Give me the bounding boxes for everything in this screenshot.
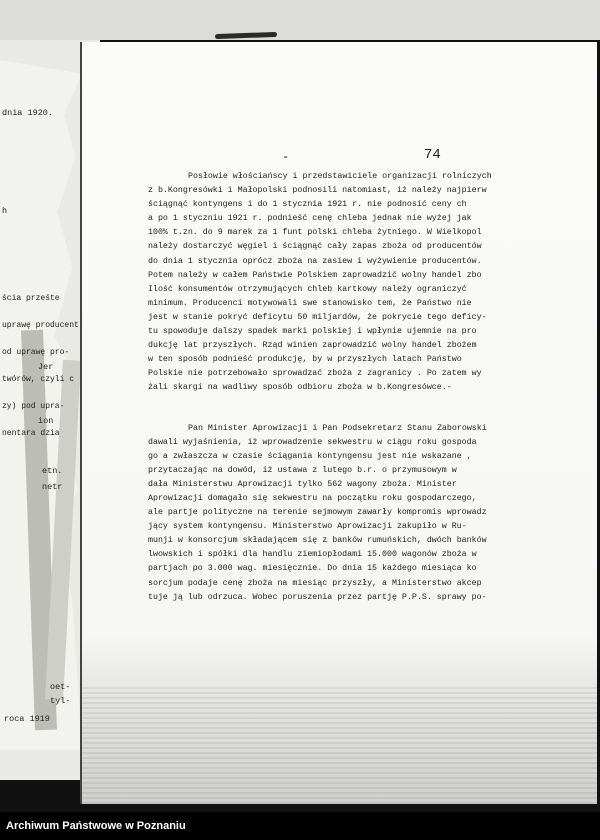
text-line: Ilość konsumentów otrzymujących chleb kartkowy należy ograniczyć [148, 284, 467, 294]
text-line: Aprowizacji domagało się sekwestru na początku roku gospodarczego, [148, 493, 477, 503]
text-line: Posłowie włościańscy i przedstawiciele organizacji rolniczych [188, 172, 492, 181]
page-marker: - [282, 150, 290, 164]
page-number: 74 [424, 147, 441, 163]
left-fragment-line: zy) pod upra- [2, 402, 65, 411]
text-line: żali skargi na wadliwy sposób odbioru zboża w b.Kongresówce.- [148, 383, 452, 393]
archive-name: Archiwum Państwowe w Poznaniu [6, 820, 186, 832]
left-fragment-line: uprawę producent [2, 321, 79, 330]
left-fragment-line: od uprawę pro- [2, 348, 70, 357]
document-body [148, 170, 518, 605]
text-line: dawali wyjaśnienia, iż wprowadzenie sekwestru w ciągu roku gospoda [148, 437, 477, 447]
text-line: Potem należy w całem Państwie Polskiem zaprowadzić wolny handel zbo [148, 270, 482, 280]
text-line: tu spowoduje dalszy spadek marki polskiej i wpłynie ujemnie na pro [148, 327, 477, 337]
text-line: minimum. Producenci motywowali swe stanowisko tem, że Państwo nie [148, 298, 472, 308]
text-line: ale partje polityczne na terenie sejmowym zawarły kompromis wprowadz [148, 508, 487, 518]
left-fragment-line: nentara dzia [2, 429, 60, 438]
text-line: należy dostarczyć węgiel i ściągnąć cały zapas zboża od producentów [148, 242, 482, 252]
text-line: lwowskich i spółki dla handlu ziemiopłodami 15.000 wagonów zboża w [148, 550, 477, 560]
text-line: dała Ministerstwu Aprowizacji tylko 562 wagony zboża. Minister [148, 479, 457, 489]
left-fragment-word: netr [42, 482, 63, 492]
text-line: do dnia 1 stycznia oprócz zboża na zasiew i wyżywienie producentów. [148, 256, 482, 266]
left-fragment-word: oet- [50, 682, 71, 692]
text-line: ściągnąć kontyngens i do 1 stycznia 1921 r. nie podnosić ceny ch [148, 200, 467, 210]
left-fragment-line: twórów, czyli c [2, 375, 75, 384]
text-line: go a zwłaszcza w czasie ściągania kontyngensu jest nie wskazane , [148, 451, 472, 461]
archive-footer [0, 812, 600, 840]
text-line: przytaczając na dowód, iż ustawa z lutego b.r. o przymusowym w [148, 465, 457, 475]
text-line: 100% t.zn. do 9 marek za 1 funt polski chleba żytniego. W Wielkopol [148, 228, 482, 238]
text-line: sorcjum podaje cenę zboża na miesiąc przyszły, a Ministerstwo akcep [148, 578, 482, 588]
left-fragment-word: etn. [42, 466, 63, 476]
left-fragment-letter: h [2, 206, 8, 216]
left-fragment-word: Jer [38, 362, 54, 372]
text-line: Polskie nie potrzebowało sprowadzać zboża z zagranicy . Po zatem wy [148, 369, 482, 379]
left-fragment-word: ion [38, 416, 54, 426]
text-line: jest w stanie pokryć deficytu 50 miljardów, że pokrycie tego deficy- [148, 312, 487, 322]
left-fragment-year: roca 1919 [4, 714, 50, 724]
text-line: jący system kontyngensu. Ministerstwo Aprowizacji zakupiło w Ru- [148, 522, 467, 532]
background-page-edge [0, 0, 600, 40]
left-fragment-line: ścia prześte [2, 294, 60, 303]
text-line: munji w konsorcjum składającem się z banków rumuńskich, dwóch banków [148, 536, 487, 546]
left-fragment-word: tyl- [50, 696, 71, 706]
text-line: dukcję lat przyszłych. Rząd winien zaprowadzić wolny handel zbożem [148, 341, 477, 351]
text-line: Pan Minister Aprowizacji i Pan Podsekretarz Stanu Zaborowski [188, 423, 487, 433]
text-line: tuje ją lub odrzuca. Wobec poruszenia przez partję P.P.S. sprawy po- [148, 592, 487, 602]
text-line: z b.Kongresówki i Małopolski podnosili natomiast, iż należy najpierw [148, 186, 487, 196]
text-line: a po 1 styczniu 1921 r. podnieść cenę chleba jednak nie wyżej jak [148, 214, 472, 224]
text-line: partjach po 3.000 wag. miesięcznie. Do dnia 15 każdego miesiąca ko [148, 564, 477, 574]
left-fragment-date: dnia 1920. [2, 108, 54, 118]
text-line: w ten sposób podnieść produkcję, by w przyszłych latach Państwo [148, 355, 462, 365]
page-shadow [82, 684, 597, 804]
